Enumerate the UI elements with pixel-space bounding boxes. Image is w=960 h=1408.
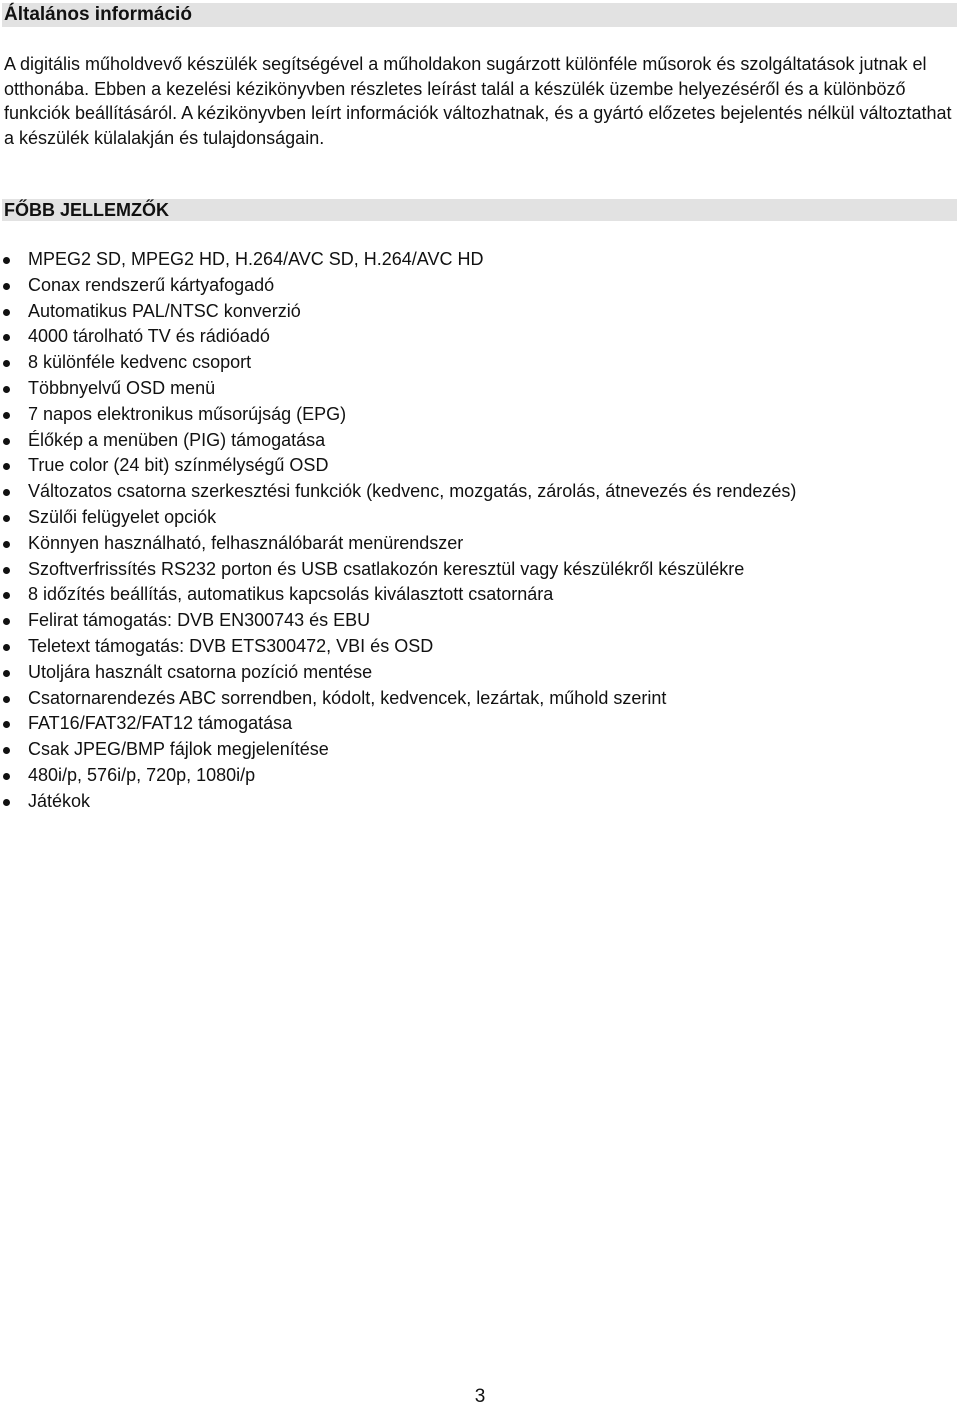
list-item	[0, 608, 955, 634]
list-item	[0, 428, 955, 454]
list-item	[0, 479, 955, 505]
bullet-icon	[3, 438, 10, 445]
list-item	[0, 299, 955, 325]
list-item	[0, 247, 955, 273]
bullet-icon	[3, 334, 10, 341]
list-item	[0, 324, 955, 350]
bullet-icon	[3, 257, 10, 264]
features-heading: FŐBB JELLEMZŐK	[2, 199, 957, 221]
bullet-icon	[3, 721, 10, 728]
list-item-text: Csak JPEG/BMP fájlok megjelenítése	[28, 739, 329, 760]
features-list	[0, 247, 955, 815]
bullet-icon	[3, 541, 10, 548]
bullet-icon	[3, 799, 10, 806]
bullet-icon	[3, 360, 10, 367]
list-item-text: Felirat támogatás: DVB EN300743 és EBU	[28, 610, 371, 631]
bullet-icon	[3, 309, 10, 316]
list-item	[0, 273, 955, 299]
list-item-text: Teletext támogatás: DVB ETS300472, VBI és OSD	[28, 635, 434, 656]
bullet-icon	[3, 386, 10, 393]
list-item-text: FAT16/FAT32/FAT12 támogatása	[28, 713, 293, 734]
list-item	[0, 557, 955, 583]
bullet-icon	[3, 747, 10, 754]
list-item-text: 7 napos elektronikus műsorújság (EPG)	[28, 403, 347, 424]
bullet-icon	[3, 618, 10, 625]
list-item-text: Többnyelvű OSD menü	[28, 377, 216, 398]
list-item	[0, 582, 955, 608]
list-item	[0, 686, 955, 712]
list-item-text: Szülői felügyelet opciók	[28, 506, 217, 527]
intro-paragraph: A digitális műholdvevő készülék segítségével a műholdakon sugárzott különféle műsorok és szolgáltatások jutnak el otthonába. Ebben a kezelési kézikönyvben részletes leírást talál a készülék üzembe helyezéséről és a különböző funkciók beállításáról. A kézikönyvben leírt információk változhatnak, és a gyártó előzetes bejelentés nélkül változtathat a készülék külalakján és tulajdonságain.	[4, 54, 952, 148]
list-item-text: Élőkép a menüben (PIG) támogatása	[28, 429, 326, 450]
list-item	[0, 505, 955, 531]
bullet-icon	[3, 515, 10, 522]
list-item	[0, 402, 955, 428]
list-item	[0, 737, 955, 763]
list-item-text: 8 időzítés beállítás, automatikus kapcsolás kiválasztott csatornára	[28, 584, 554, 605]
list-item	[0, 453, 955, 479]
list-item	[0, 531, 955, 557]
bullet-icon	[3, 412, 10, 419]
bullet-icon	[3, 644, 10, 651]
list-item	[0, 763, 955, 789]
list-item	[0, 634, 955, 660]
bullet-icon	[3, 670, 10, 677]
section-heading: Általános információ	[2, 3, 957, 27]
list-item-text: Automatikus PAL/NTSC konverzió	[28, 300, 301, 321]
list-item-text: True color (24 bit) színmélységű OSD	[28, 455, 329, 476]
list-item-text: Utoljára használt csatorna pozíció mentése	[28, 661, 373, 682]
bullet-icon	[3, 463, 10, 470]
bullet-icon	[3, 283, 10, 290]
list-item-text: Csatornarendezés ABC sorrendben, kódolt, kedvencek, lezártak, műhold szerint	[28, 687, 667, 708]
list-item-text: Változatos csatorna szerkesztési funkciók (kedvenc, mozgatás, zárolás, átnevezés és rendezés)	[28, 481, 797, 502]
list-item	[0, 350, 955, 376]
bullet-icon	[3, 489, 10, 496]
list-item	[0, 660, 955, 686]
list-item-text: 8 különféle kedvenc csoport	[28, 352, 252, 373]
page-number: 3	[474, 1386, 486, 1407]
list-item	[0, 789, 955, 815]
bullet-icon	[3, 696, 10, 703]
list-item-text: Szoftverfrissítés RS232 porton és USB csatlakozón keresztül vagy készülékről készülékre	[28, 558, 745, 579]
bullet-icon	[3, 567, 10, 574]
list-item-text: Conax rendszerű kártyafogadó	[28, 274, 275, 295]
list-item-text: Játékok	[28, 790, 91, 811]
list-item-text: 480i/p, 576i/p, 720p, 1080i/p	[28, 764, 256, 785]
bullet-icon	[3, 592, 10, 599]
list-item	[0, 711, 955, 737]
list-item	[0, 376, 955, 402]
list-item-text: Könnyen használható, felhasználóbarát menürendszer	[28, 532, 464, 553]
list-item-text: MPEG2 SD, MPEG2 HD, H.264/AVC SD, H.264/AVC HD	[28, 249, 484, 269]
bullet-icon	[3, 773, 10, 780]
list-item-text: 4000 tárolható TV és rádióadó	[28, 326, 270, 347]
